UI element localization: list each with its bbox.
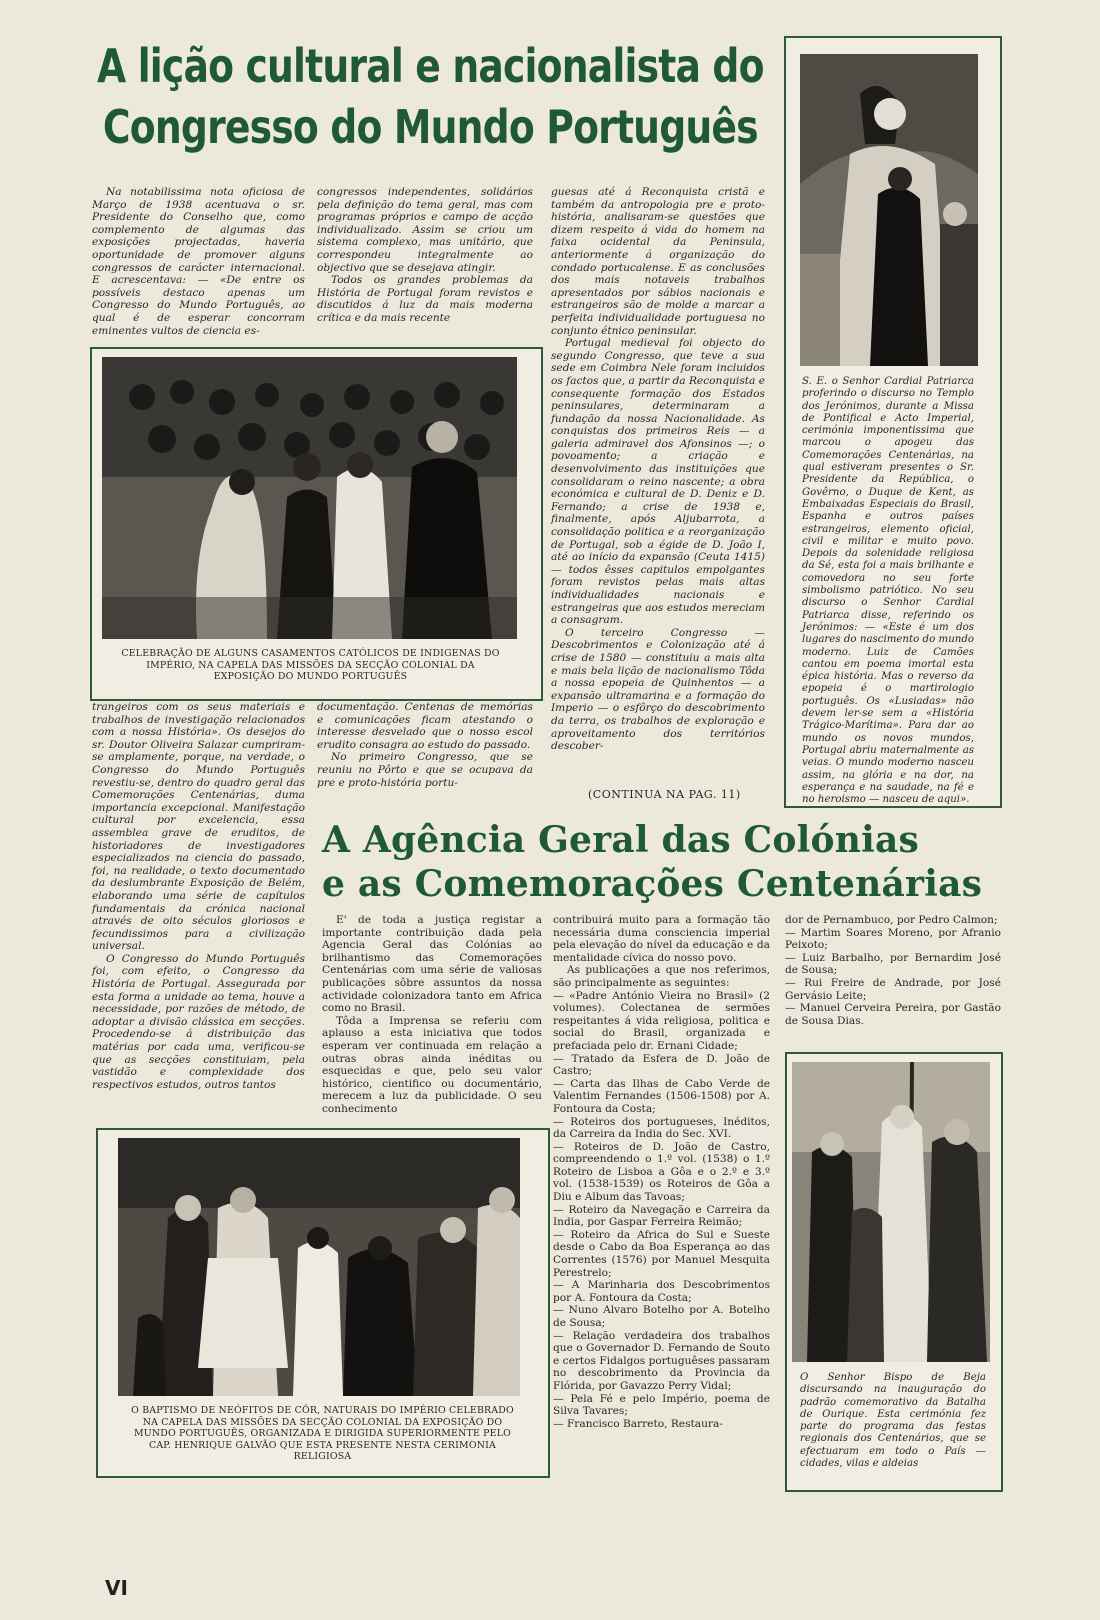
article-1-paragraph: trangeiros com os seus materiais e trabalhos de investigação relacionados com a nossa História». Os desejos do sr. Doutor Oliveira Salazar cumpriram-se amplamente, porque, na verdade, o Congresso do Mundo Português revestiu-se, dentro do quadro geral das Comemorações Centenárias, duma importancia excepcional. Manifestação cultural por excelencia, essa assemblea grave de eruditos, de historiadores de investigadores especializados na ciencia do passado, foi, na realidade, o texto documentado da deslumbrante Exposição de Belém, elaborando uma série de capítulos fundamentais da crónica nacional através de oito séculos gloriosos e fecundissimos para a civilização universal. [92, 701, 305, 953]
article-2-paragraph: E' de toda a justiça registar a importante contribuição dada pela Agencia Geral das Colónias ao brilhantismo das Comemorações Centenárias com uma série de valiosas publicações sôbre assuntos da nossa actividade colonizadora tanto em Africa como no Brasil. [322, 914, 542, 1015]
article-1-paragraph: congressos independentes, solidários pela definição do tema geral, mas com programas próprios e campo de acção individualizado. Assim se criou um sistema complexo, mas unitário, que correspondeu integralmente ao objectivo que se desejava atingir. [317, 186, 533, 274]
article-1-col-2-bottom [317, 701, 533, 801]
continued-label: (CONTINUA NA PAG. 11) [588, 788, 741, 801]
publication-item: — Rui Freire de Andrade, por José Gervásio Leite; [785, 976, 1001, 1002]
publication-item: — A Marinharia dos Descobrimentos por A. Fontoura da Costa; [553, 1279, 770, 1304]
publication-item: — Tratado da Esfera de D. João de Castro; [553, 1052, 770, 1078]
article-2-col-1 [322, 914, 542, 1114]
article-2-paragraph: As publicações a que nos referimos, são principalmente as seguintes: [553, 964, 770, 989]
publication-item: — Roteiros dos portugueses, Inéditos, da Carreira da India do Sec. XVI. [553, 1115, 770, 1141]
article-1-col-1-bottom [92, 701, 305, 1111]
cardinal-photo [800, 54, 978, 366]
article-2-title-line-1: A Agência Geral das Colónias [322, 819, 919, 861]
article-1-paragraph: Na notabilissima nota oficiosa de Março de 1938 acentuava o sr. Presidente do Conselho que, como complemento de algumas das exposições projectadas, haveria oportunidade de promover alguns congressos de carácter internacional. E acrescentava: — «De entre os possíveis destaco apenas um Congresso do Mundo Português, ao qual é de esperar concorram eminentes vultos de ciencia es- [92, 186, 305, 337]
article-1-col-1-top [92, 186, 305, 336]
article-1-paragraph: O Congresso do Mundo Português foi, com efeito, o Congresso da História de Portugal. Assegurada por esta forma a unidade ao tema, houve a necessidade, por razões de método, de adoptar a divisão clássica em secções. Procedendo-se á distribuição das matérias por cada uma, verificou-se que as secções constituiam, pela vastidão e complexidade dos respectivos estudos, outros tantos [92, 952, 305, 1091]
publication-item: — Francisco Barreto, Restaura- [553, 1417, 723, 1430]
publication-item: — Luiz Barbalho, por Bernardim José de Sousa; [785, 951, 1001, 977]
publication-item: — Nuno Alvaro Botelho por A. Botelho de Sousa; [553, 1304, 770, 1329]
publication-item: dor de Pernambuco, por Pedro Calmon; [785, 914, 998, 926]
article-1-title: A lição cultural e nacionalista do Congresso do Mundo Português [97, 39, 764, 154]
article-1-paragraph: guesas até á Reconquista cristã e também da antropologia pre e proto-história, analisaram-se questões que dizem respeito á vida do homem na faixa ocidental da Peninsula, anteriormente á organização do condado portucalense. E as conclusões dos mais notaveis trabalhos apresentados por sábios nacionais e estrangeiros são de molde a marcar a perfeita individualidade portuguesa no conjunto étnico peninsular. [551, 186, 765, 337]
publication-item: — «Padre António Vieira no Brasil» (2 volumes). Colectanea de sermões respeitantes á vida religiosa, politica e social do Brasil, organizada e prefaciada pelo dr. Ernani Cidade; [553, 989, 770, 1052]
publication-item: — Carta das Ilhas de Cabo Verde de Valentim Fernandes (1506-1508) por A. Fontoura da Costa; [553, 1077, 770, 1115]
weddings-photo [102, 357, 517, 639]
publication-item: — Manuel Cerveira Pereira, por Gastão de Sousa Dias. [785, 1002, 1001, 1027]
article-1-col-2-top [317, 186, 533, 336]
article-1-paragraph: O terceiro Congresso — Descobrimentos e Colonização até á crise de 1580 — constituiu a mais alta e mais bela lição de nacionalismo Tôda a nossa epopeia de Quinhentos — a expansão ultramarina e a formação do Imperio — o esfôrço do descobrimento da terra, os trabalhos de exploração e aproveitamento dos territórios descober- [551, 626, 765, 753]
publication-item: — Pela Fé e pelo Império, poema de Silva Tavares; [553, 1392, 770, 1418]
cardinal-photo-caption: S. E. o Senhor Cardial Patriarca proferindo o discurso no Templo dos Jerónimos, durante a Missa de Pontifical e Acto Imperial, cerimónia imponentissima que marcou o apogeu das Comemorações Centenárias, na qual estiveram presentes o Sr. Presidente da República, o Govêrno, o Duque de Kent, as Embaixadas Especiais do Brasil, Espanha e outros países estrangeiros, elemento oficial, civil e militar e muito povo. Depois da solenidade religiosa da Sé, esta foi a mais brilhante e comovedora no seu forte simbolismo patriótico. No seu discurso o Senhor Cardial Patriarca disse, referindo os Jerónimos: — «Este é um dos lugares do nascimento do mundo moderno. Luiz de Camões cantou em poema imortal esta épica história. Mas o reverso da epopeia é o martirologio português. Os «Lusiadas» não devem ler-se sem a «História Trágico-Marítima». Para dar ao mundo os novos mundos, Portugal abriu maternalmente as veias. O mundo moderno nasceu assim, na glória e na dor, na esperança e na saudade, na fé e no heroismo — nasceu de aqui». [802, 376, 974, 806]
publication-item: — Martim Soares Moreno, por Afranio Peixoto; [785, 926, 1001, 952]
bishop-photo-caption: O Senhor Bispo de Beja discursando na inauguração do padrão comemorativo da Batalha de Ourique. Esta cerimónia fez parte do programa das festas regionais dos Centenários, que se efectuaram em todo o País — cidades, vilas e aldeias [800, 1372, 986, 1470]
baptism-photo [118, 1138, 520, 1396]
article-1-paragraph: Portugal medieval foi objecto do segundo Congresso, que teve a sua sede em Coimbra Nele foram incluidos os factos que, a partir da Reconquista e consequente formação dos Estados peninsulares, determinaram a fundação da nossa Nacionalidade. As conquistas dos primeiros Reis — a galeria admiravel dos Afonsinos —; o povoamento; a criação e desenvolvimento das instituições que consolidaram o reino nascente; a obra económica e cultural de D. Deniz e D. Fernando; a crise de 1938 e, finalmente, após Aljubarrota, a consolidação politica e a reorganização de Portugal, sob a égide de D. João I, até ao início da expansão (Ceuta 1415) — todos êsses capitulos empolgantes foram revistos pelas mais altas individualidades nacionais e estrangeiras que aos estudos mereciam a consagram. [551, 337, 765, 627]
weddings-photo-caption: CELEBRAÇÃO DE ALGUNS CASAMENTOS CATÓLICOS DE INDIGENAS DO IMPÉRIO, NA CAPELA DAS MISSÕES DA SECÇÃO COLONIAL DA EXPOSIÇÃO DO MUNDO PORTUGUÊS [121, 648, 500, 683]
article-1-paragraph: documentação. Centenas de memórias e comunicações ficam atestando o interesse desvelado que o nosso escol erudito consagra ao estudo do passado. [317, 701, 533, 751]
publication-item: — Roteiro da Navegação e Carreira da India, por Gaspar Ferreira Reimão; [553, 1203, 770, 1229]
article-2-title [322, 818, 1012, 906]
baptism-photo-caption: O BAPTISMO DE NEÓFITOS DE CÔR, NATURAIS DO IMPÉRIO CELEBRADO NA CAPELA DAS MISSÕES DA SECÇÃO COLONIAL DA EXPOSIÇÃO DO MUNDO PORTUGUÊS, ORGANIZADA E DIRIGIDA SUPERIORMENTE PELO CAP. HENRIQUE GALVÃO QUE ESTA PRESENTE NESTA CERIMONIA RELIGIOSA [131, 1405, 514, 1463]
publication-item: — Roteiros de D. João de Castro, compreendendo o 1.º vol. (1538) o 1.º Roteiro de Lisboa a Gôa e o 2.º e 3.º vol. (1538-1539) os Roteiros de Gôa a Diu e Album das Tavoas; [553, 1140, 770, 1204]
article-2-title-line-2: e as Comemorações Centenárias [322, 863, 983, 905]
article-2-paragraph: contribuirá muito para a formação tão necessária duma consciencia imperial pela elevação do nível da educação e da mentalidade cívica do nosso povo. [553, 914, 770, 964]
bishop-photo [792, 1062, 990, 1362]
article-2-col-2 [553, 914, 770, 1494]
article-2-col-3 [785, 914, 1001, 1044]
publication-item: — Roteiro da Africa do Sul e Sueste desde o Cabo da Boa Esperança ao das Correntes (1576) por Manuel Mesquita Perestrelo; [553, 1228, 770, 1279]
page-number: VI [105, 1576, 128, 1600]
article-2-paragraph: Tôda a Imprensa se referiu com aplauso a esta iniciativa que todos esperam ver continuada em relação a outras obras ainda inéditas ou esquecidas e que, pelo seu valor histórico, cientifico ou documentário, merecem a luz da publicidade. O seu conhecimento [322, 1014, 542, 1115]
article-1-col-3 [551, 186, 765, 784]
article-1-paragraph: No primeiro Congresso, que se reuniu no Pôrto e que se ocupava da pre e proto-história portu- [317, 751, 533, 789]
article-1-paragraph: Todos os grandes problemas da História de Portugal foram revistos e discutidos á luz da mais moderna crítica e da mais recente [317, 274, 533, 324]
publication-item: — Relação verdadeira dos trabalhos que o Governador D. Fernando de Souto e certos Fidalgos portuguêses passaram no descobrimento da Provincia da Flórida, por Gavazzo Perry Vidal; [553, 1329, 770, 1392]
